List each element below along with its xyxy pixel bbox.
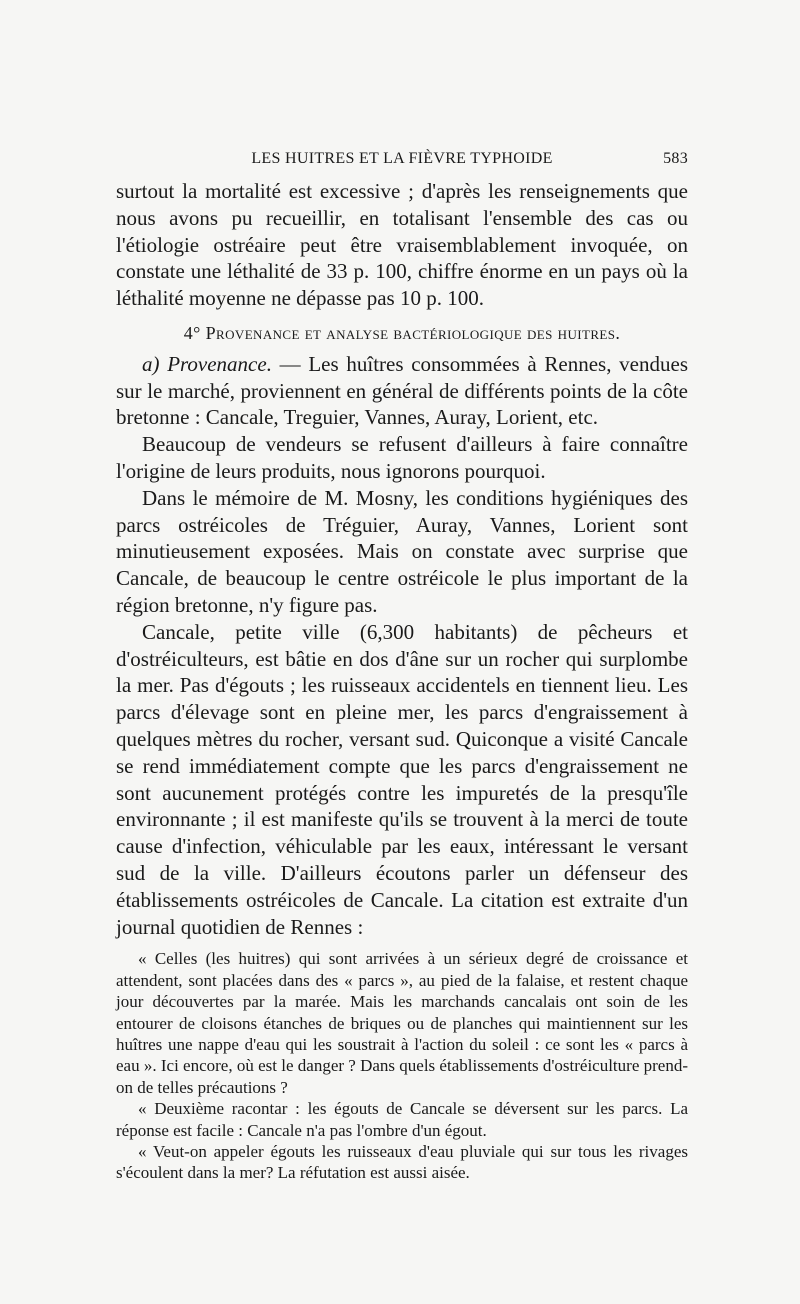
- quote-paragraph-2: « Deuxième racontar : les égouts de Cancale se déversent sur les parcs. La réponse est facile : Cancale n'a pas l'ombre d'un égout.: [116, 1099, 688, 1140]
- page-body: [116, 178, 688, 1184]
- paragraph-cancale: Cancale, petite ville (6,300 habitants) de pêcheurs et d'ostréiculteurs, est bâtie en dos d'âne sur un rocher qui surplombe la mer. Pas d'égouts ; les ruisseaux accidentels en tiennent lieu. Les parcs d'élevage sont en pleine mer, les parcs d'engraissement à quelques mètres du rocher, versant sud. Quiconque a visité Cancale se rend immédiatement compte que les parcs d'engraissement ne sont aucunement protégés contre les impuretés de la presqu'île environnante ; il est manifeste qu'ils se trouvent à la merci de toute cause d'infection, véhiculable par les eaux, intéressant le versant sud de la ville. D'ailleurs écoutons parler un défenseur des établissements ostréicoles de Cancale. La citation est extraite d'un journal quotidien de Rennes :: [116, 619, 688, 939]
- section-heading-text: 4° Provenance et analyse bactériologique des huitres.: [183, 322, 621, 343]
- section-heading: [116, 320, 688, 347]
- paragraph-provenance: [116, 351, 688, 431]
- paragraph-continuation: surtout la mortalité est excessive ; d'après les renseignements que nous avons pu recueillir, en totalisant l'ensemble des cas ou l'étiologie ostréaire peut être vraisemblablement invoquée, on constate une léthalité de 33 p. 100, chiffre énorme en un pays où la léthalité moyenne ne dépasse pas 10 p. 100.: [116, 179, 688, 311]
- quote-paragraph-1: « Celles (les huitres) qui sont arrivées à un sérieux degré de croissance et attendent, sont placées dans des « parcs », au pied de la falaise, et restent chaque jour découvertes par la marée. Mais les marchands cancalais ont soin de les entourer de cloisons étanches de briques ou de planches qui maintiennent sur les huîtres une nappe d'eau qui les soustrait à l'action du soleil : ce sont les « parcs à eau ». Ici encore, où est le danger ? Dans quels établissements d'ostréiculture prend-on de telles précautions ?: [116, 949, 688, 1097]
- provenance-text: — Les huîtres consommées à Rennes, vendues sur le marché, proviennent en général de différents points de la côte bretonne : Cancale, Treguier, Vannes, Auray, Lorient, etc.: [116, 351, 688, 430]
- quote-paragraph-3: « Veut-on appeler égouts les ruisseaux d'eau pluviale qui sur tous les rivages s'écoulent dans la mer? La réfutation est aussi aisée.: [116, 1141, 688, 1183]
- provenance-label: a) Provenance.: [142, 351, 272, 376]
- paragraph-mosny: Dans le mémoire de M. Mosny, les conditions hygiéniques des parcs ostréicoles de Tréguier, Auray, Vannes, Lorient sont minutieusement exposées. Mais on constate avec surprise que Cancale, de beaucoup le centre ostréicole le plus important de la région bretonne, n'y figure pas.: [116, 485, 688, 617]
- paragraph-vendeurs: Beaucoup de vendeurs se refusent d'ailleurs à faire connaître l'origine de leurs produits, nous ignorons pourquoi.: [116, 432, 688, 483]
- quotation-block: [116, 948, 688, 1183]
- running-title: LES HUITRES ET LA FIÈVRE TYPHOIDE: [251, 150, 553, 167]
- running-header: [116, 150, 688, 172]
- page-number: 583: [663, 150, 688, 167]
